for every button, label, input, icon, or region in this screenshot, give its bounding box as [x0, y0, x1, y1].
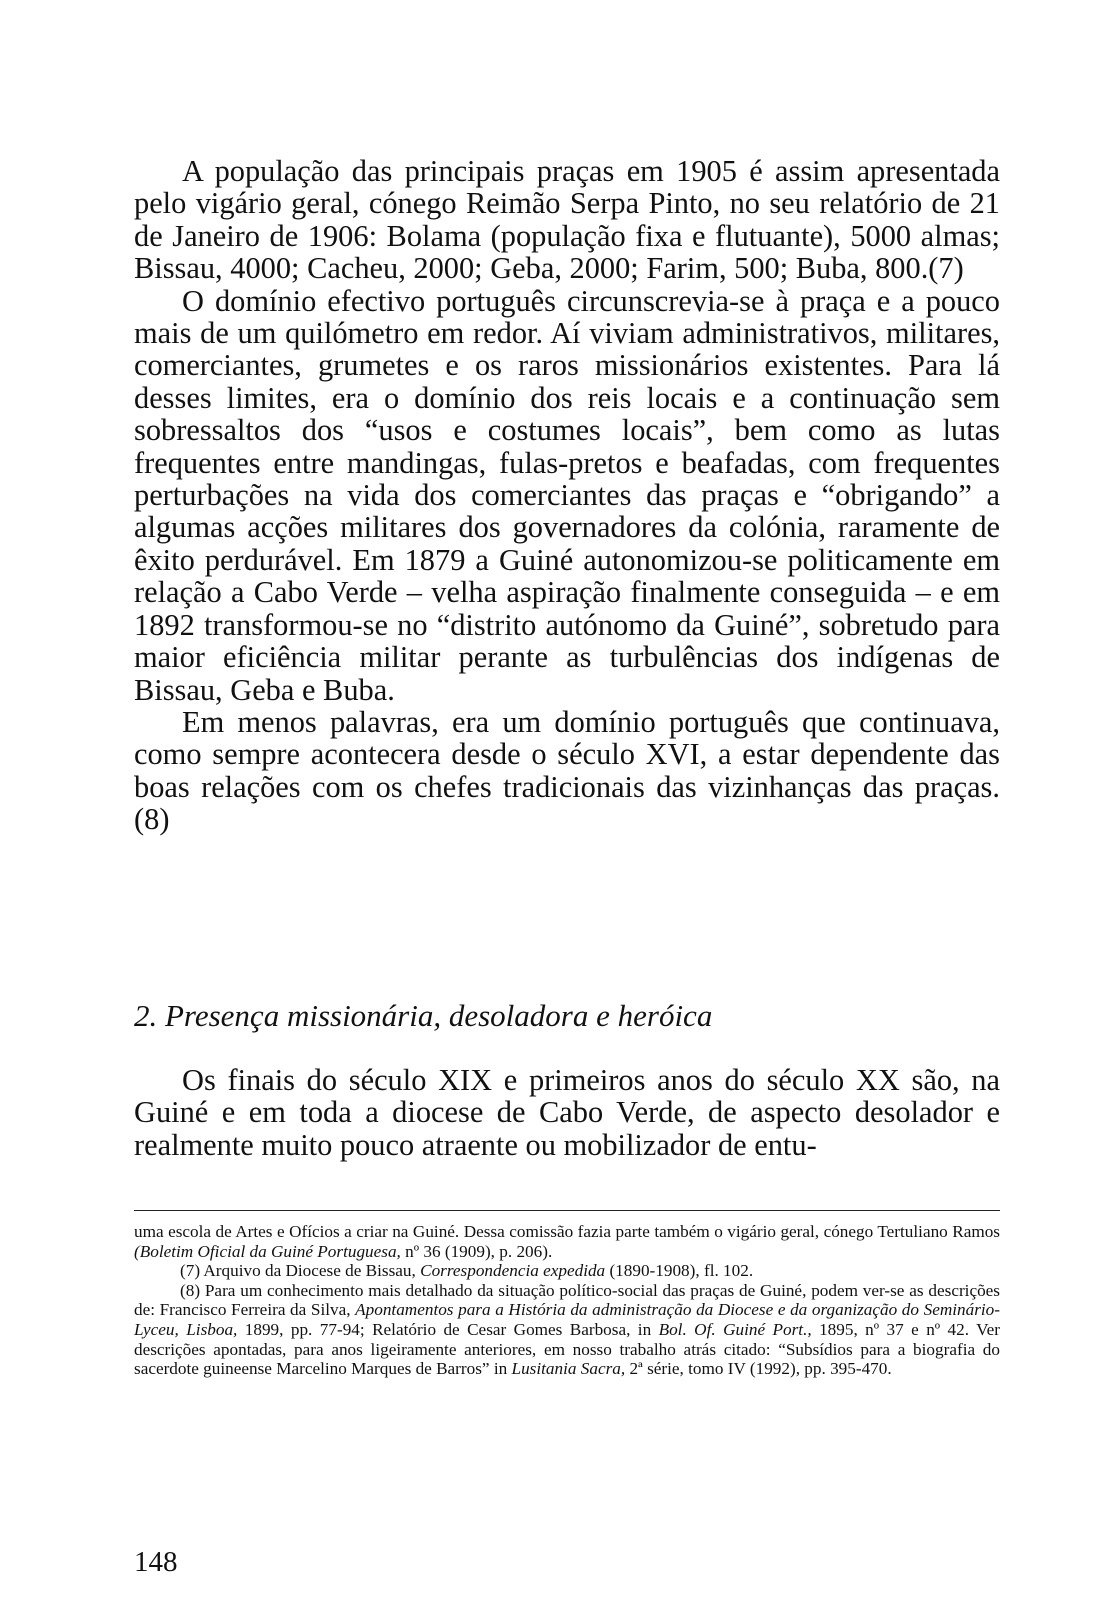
footnotes — [134, 1222, 1000, 1379]
footnote-8: (8) Para um conhecimento mais detalhado da situação político-social das praças de Guiné, podem ver-se as descrições de: Francisco Ferreira da Silva, Apontamentos para a História da administração da Diocese e da organização do Seminário-Lyceu, Lisboa, 1899, pp. 77-94; Relatório de Cesar Gomes Barbosa, in Bol. Of. Guiné Port., 1895, nº 37 e nº 42. Ver descrições apontadas, para anos ligeiramente anteriores, em nosso trabalho atrás citado: “Subsídios para a biografia do sacerdote guineense Marcelino Marques de Barros” in Lusitania Sacra, 2ª série, tomo IV (1992), pp. 395-470. — [134, 1280, 1000, 1379]
footnote-divider — [134, 1210, 1000, 1211]
footnote-continuation: uma escola de Artes e Ofícios a criar na Guiné. Dessa comissão fazia parte também o vigário geral, cónego Tertuliano Ramos (Boletim Oficial da Guiné Portuguesa, nº 36 (1909), p. 206). — [134, 1222, 1000, 1261]
page-number: 148 — [134, 1546, 178, 1578]
paragraph-summary: Em menos palavras, era um domínio português que continuava, como sempre acontecera desde o século XVI, a estar dependente das boas relações com os chefes tradicionais das vizinhanças das praças.(8) — [134, 704, 1000, 837]
footnote-7: (7) Arquivo da Diocese de Bissau, Correspondencia expedida (1890-1908), fl. 102. — [180, 1261, 754, 1281]
paragraph-domain: O domínio efectivo português circunscrevia-se à praça e a pouco mais de um quilómetro em redor. Aí viviam administrativos, militares, comerciantes, grumetes e os raros missionários existentes. Para lá desses limites, era o domínio dos reis locais e a continuação sem sobressaltos dos “usos e costumes locais”, bem como as lutas frequentes entre mandingas, fulas-pretos e beafadas, com frequentes perturbações na vida dos comerciantes das praças e “obrigando” a algumas acções militares dos governadores da colónia, raramente de êxito perdurável. Em 1879 a Guiné autonomizou-se politicamente em relação a Cabo Verde – velha aspiração finalmente conseguida – e em 1892 transformou-se no “distrito autónomo da Guiné”, sobretudo para maior eficiência militar perante as turbulências dos indígenas de Bissau, Geba e Buba. — [134, 283, 1000, 707]
footnote-ref-7: (7) — [928, 251, 964, 286]
footnote-ref-8: (8) — [134, 802, 170, 837]
paragraph-section-intro: Os finais do século XIX e primeiros anos do século XX são, na Guiné e em toda a diocese de Cabo Verde, de aspecto desolador e realmente muito pouco atraente ou mobilizador de entu- — [134, 1063, 1000, 1162]
main-text — [134, 155, 1000, 836]
paragraph-population: A população das principais praças em 1905 é assim apresentada pelo vigário geral, cónego Reimão Serpa Pinto, no seu relatório de 21 de Janeiro de 1906: Bolama (população fixa e flutuante), 5000 almas; Bissau, 4000; Cacheu, 2000; Geba, 2000; Farim, 500; Buba, 800.(7) — [134, 154, 1000, 286]
section-heading: 2. Presença missionária, desoladora e heróica — [134, 998, 713, 1033]
